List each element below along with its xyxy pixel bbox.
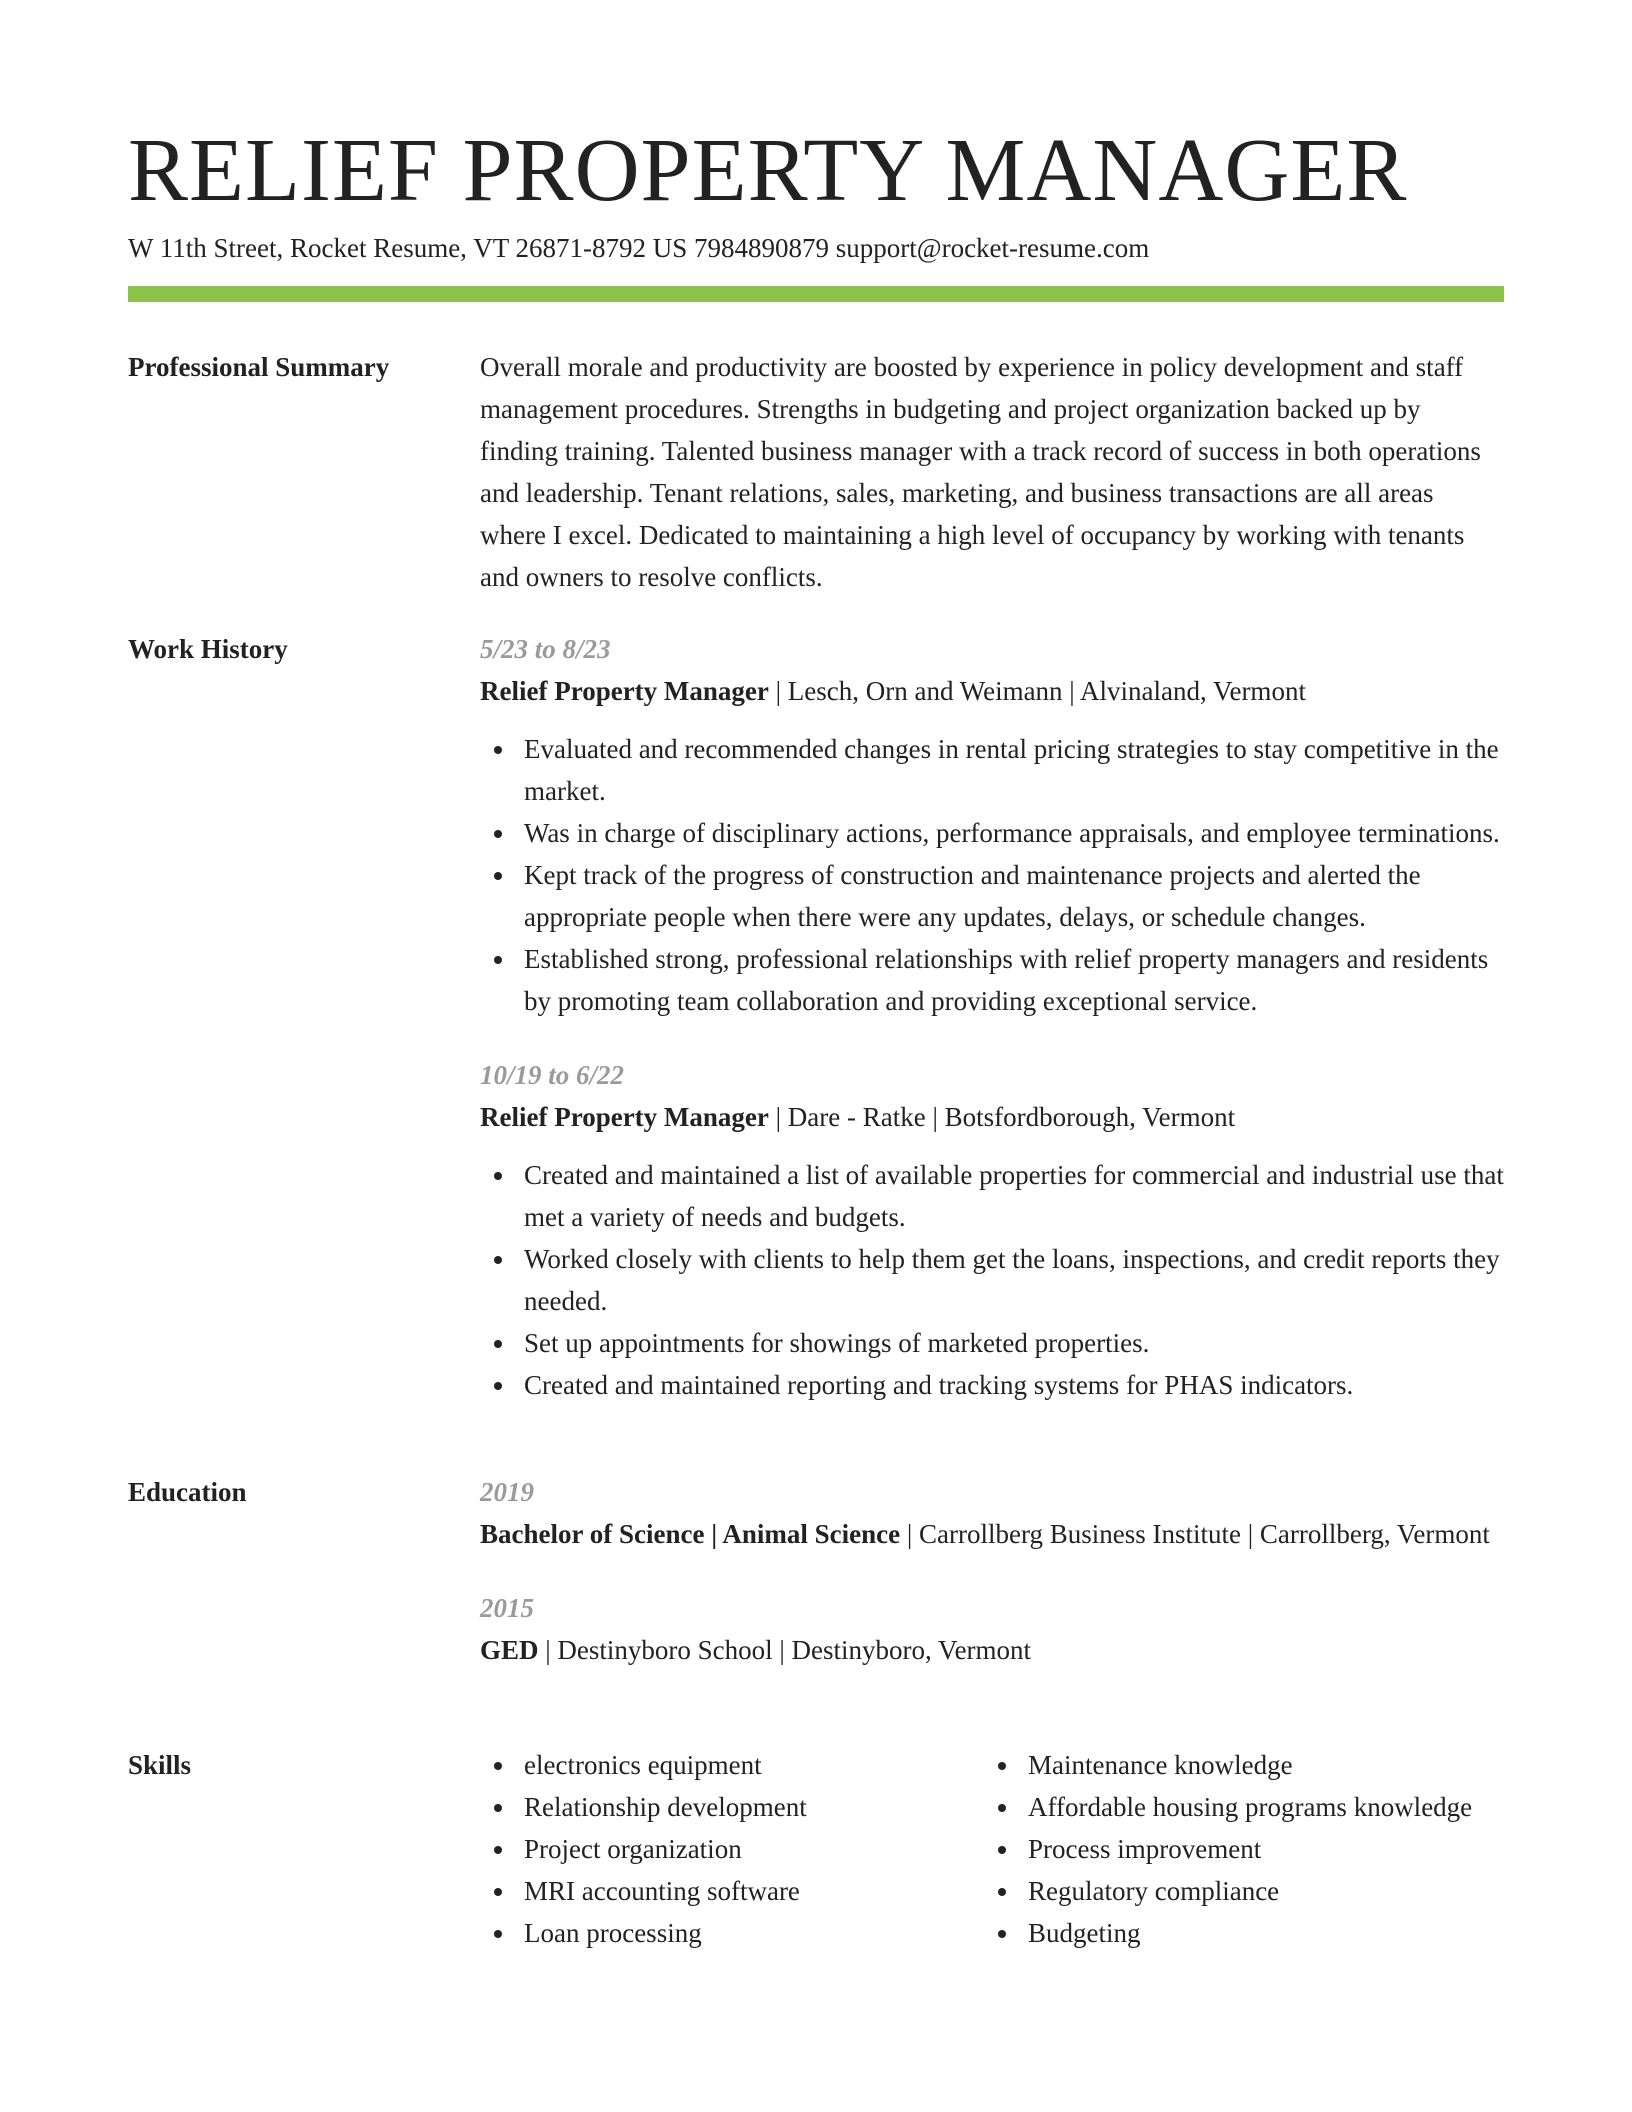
education-degree: Bachelor of Science | Animal Science (480, 1519, 901, 1549)
skill-item: Maintenance knowledge (1028, 1744, 1488, 1786)
skills-column-left (480, 1744, 984, 1954)
job-details: | Dare - Ratke | Botsfordborough, Vermont (768, 1102, 1236, 1132)
job-bullets (480, 1154, 1504, 1406)
job-bullet: Set up appointments for showings of marketed properties. (524, 1322, 1504, 1364)
job-bullet: Worked closely with clients to help them get the loans, inspections, and credit reports they needed. (524, 1238, 1504, 1322)
job-bullet: Established strong, professional relationships with relief property managers and residents by promoting team collaboration and providing exceptional service. (524, 938, 1504, 1022)
job-bullet: Evaluated and recommended changes in rental pricing strategies to stay competitive in the market. (524, 728, 1504, 812)
skills-list (984, 1744, 1488, 1954)
job-dates: 5/23 to 8/23 (480, 634, 611, 664)
job-title: Relief Property Manager (480, 676, 769, 706)
skills-heading: Skills (128, 1750, 192, 1780)
work-history-heading: Work History (128, 634, 288, 664)
education-year: 2015 (480, 1593, 534, 1623)
skill-item: MRI accounting software (524, 1870, 984, 1912)
education-year: 2019 (480, 1477, 534, 1507)
spacer (480, 1022, 1504, 1054)
education-details: | Destinyboro School | Destinyboro, Vermont (538, 1635, 1032, 1665)
skill-item: Regulatory compliance (1028, 1870, 1488, 1912)
job-line (480, 670, 1504, 712)
skills-list (480, 1744, 984, 1954)
skills-columns (480, 1744, 1504, 1954)
job-bullet: Was in charge of disciplinary actions, performance appraisals, and employee terminations. (524, 812, 1504, 854)
summary-heading: Professional Summary (128, 352, 390, 382)
accent-divider (128, 286, 1504, 302)
job-bullet: Created and maintained reporting and tracking systems for PHAS indicators. (524, 1364, 1504, 1406)
education-entry (480, 1587, 1504, 1671)
skill-item: Budgeting (1028, 1912, 1488, 1954)
resume-name: RELIEF PROPERTY MANAGER (128, 121, 1408, 220)
skill-item: Relationship development (524, 1786, 984, 1828)
job-title: Relief Property Manager (480, 1102, 769, 1132)
skill-item: Process improvement (1028, 1828, 1488, 1870)
education-body (480, 1471, 1504, 1671)
skill-item: Affordable housing programs knowledge (1028, 1786, 1488, 1828)
education-line (480, 1513, 1504, 1555)
education-entry (480, 1471, 1504, 1555)
skills-body (480, 1744, 1504, 1954)
skill-item: Loan processing (524, 1912, 984, 1954)
job-entry (480, 628, 1504, 1022)
job-bullet: Created and maintained a list of available properties for commercial and industrial use that met a variety of needs and budgets. (524, 1154, 1504, 1238)
skills-column-right (984, 1744, 1488, 1954)
job-line (480, 1096, 1504, 1138)
work-history-body (480, 628, 1504, 1406)
contact-line: W 11th Street, Rocket Resume, VT 26871-8792 US 7984890879 support@rocket-resume.com (128, 233, 1150, 263)
summary-text: Overall morale and productivity are boosted by experience in policy development and staff management procedures. Strengths in budgeting and project organization backed up by finding training. Talented business manager with a track record of success in both operations and leadership. Tenant relations, sales, marketing, and business transactions are all areas where I excel. Dedicated to maintaining a high level of occupancy by working with tenants and owners to resolve conflicts. (480, 352, 1481, 592)
education-heading: Education (128, 1477, 247, 1507)
job-bullet: Kept track of the progress of construction and maintenance projects and alerted the appropriate people when there were any updates, delays, or schedule changes. (524, 854, 1504, 938)
spacer (480, 1555, 1504, 1587)
job-entry (480, 1054, 1504, 1406)
job-details: | Lesch, Orn and Weimann | Alvinaland, Vermont (768, 676, 1306, 706)
skill-item: electronics equipment (524, 1744, 984, 1786)
job-bullets (480, 728, 1504, 1022)
job-dates: 10/19 to 6/22 (480, 1060, 625, 1090)
skill-item: Project organization (524, 1828, 984, 1870)
education-degree: GED (480, 1635, 539, 1665)
summary-body (480, 346, 1504, 598)
education-line (480, 1629, 1504, 1671)
education-details: | Carrollberg Business Institute | Carrollberg, Vermont (900, 1519, 1490, 1549)
